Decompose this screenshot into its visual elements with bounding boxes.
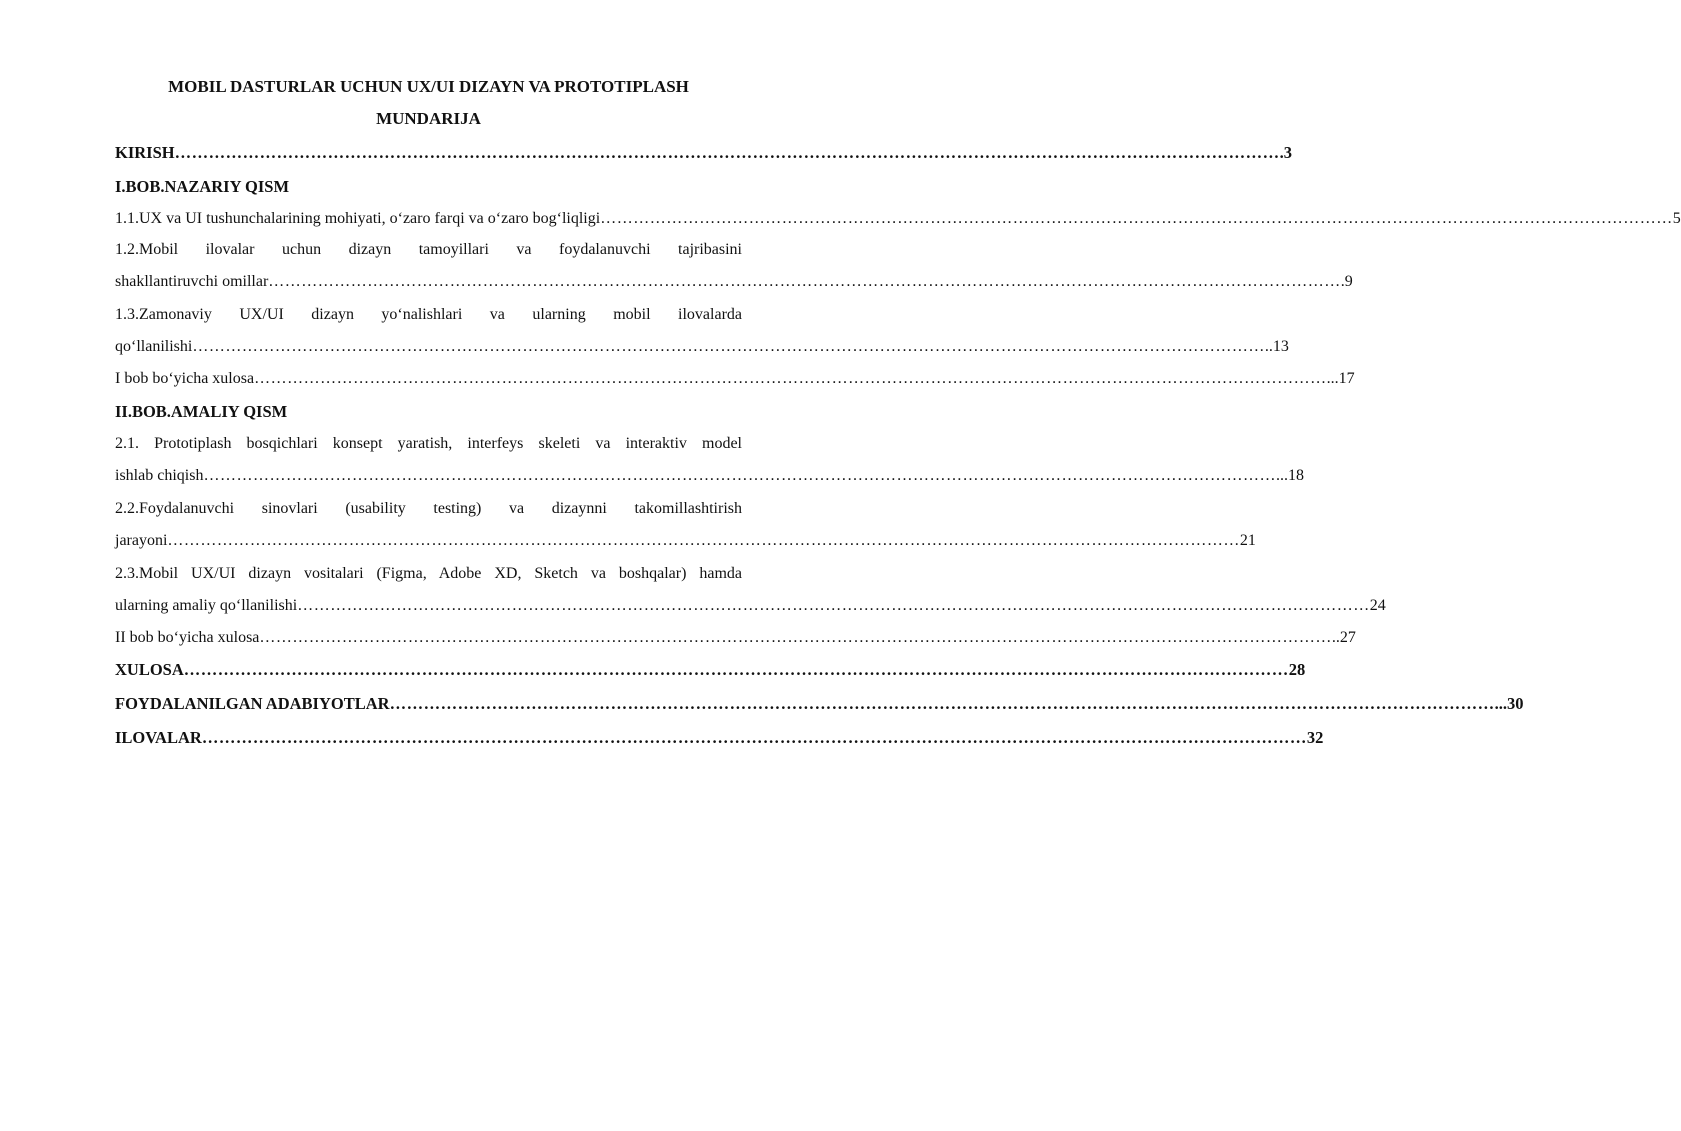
toc-entry-title: jarayoni [115,532,168,549]
toc-leader: …………………………………………………………………………………………………………………………………………………………………………… [192,338,1265,355]
document-title: MOBIL DASTURLAR UCHUN UX/UI DIZAYN VA PROTOTIPLASH [168,77,689,96]
toc-leader: …………………………………………………………………………………………………………………………………………………………………………… [297,597,1370,614]
toc-entry-2-2 [115,531,1256,551]
toc-leader: …………………………………………………………………………………………………………………………………………………………………………… [389,694,1495,713]
toc-entry-1-3 [115,337,1289,357]
toc-page-number: 5 [1672,210,1681,227]
toc-entry-1-2 [115,272,1353,292]
toc-entry-title: XULOSA [115,660,184,679]
toc-entry-1-2-line1: 1.2.Mobil ilovalar uchun dizayn tamoyillari va foydalanuvchi tajribasini [115,241,742,258]
toc-entry-chapter2-summary [115,628,1356,648]
toc-entry-title: ILOVALAR [115,728,202,747]
toc-entry-title: shakllantiruvchi omillar [115,273,269,290]
toc-entry-xulosa [115,660,1306,680]
toc-heading: MUNDARIJA [376,109,481,128]
toc-page-number: 24 [1369,597,1386,614]
toc-page-number: ...17 [1326,370,1355,387]
toc-entry-title: FOYDALANILGAN ADABIYOTLAR [115,694,390,713]
toc-entry-chapter1-summary [115,369,1355,389]
toc-leader: …………………………………………………………………………………………………………………………………………………………………………… [600,210,1673,227]
toc-page-number: 28 [1288,660,1306,679]
toc-page-number: ...18 [1275,467,1304,484]
toc-leader: …………………………………………………………………………………………………………………………………………………………………………… [167,532,1240,549]
toc-leader: …………………………………………………………………………………………………………………………………………………………………………… [254,370,1327,387]
toc-leader: …………………………………………………………………………………………………………………………………………………………………………… [201,728,1307,747]
toc-entry-1-1 [115,209,1681,229]
toc-entry-2-3 [115,596,1386,616]
toc-entry-2-2-line1: 2.2.Foydalanuvchi sinovlari (usability testing) va dizaynni takomillashtirish [115,500,742,517]
toc-entry-1-3-line1: 1.3.Zamonaviy UX/UI dizayn yo‘nalishlari va ularning mobil ilovalarda [115,306,742,323]
toc-page-number: ..13 [1264,338,1289,355]
toc-page-number: ...30 [1494,694,1524,713]
toc-entry-title: qo‘llanilishi [115,338,193,355]
toc-entry-title: KIRISH [115,143,175,162]
toc-entry-title: 1.1.UX va UI tushunchalarining mohiyati, o‘zaro farqi va o‘zaro bog‘liqligi [115,210,601,227]
toc-entry-2-3-line1: 2.3.Mobil UX/UI dizayn vositalari (Figma, Adobe XD, Sketch va boshqalar) hamda [115,565,742,582]
toc-entry-title: ularning amaliy qo‘llanilishi [115,597,298,614]
toc-leader: …………………………………………………………………………………………………………………………………………………………………………… [174,143,1280,162]
toc-entry-kirish [115,143,1292,163]
toc-entry-title: II bob bo‘yicha xulosa [115,629,260,646]
toc-entry-appendices [115,728,1324,748]
toc-entry-2-1 [115,466,1304,486]
chapter-heading-2: II.BOB.AMALIY QISM [115,402,288,421]
toc-leader: …………………………………………………………………………………………………………………………………………………………………………… [183,660,1289,679]
toc-leader: …………………………………………………………………………………………………………………………………………………………………………… [268,273,1341,290]
toc-entry-title: ishlab chiqish [115,467,204,484]
chapter-heading-1: I.BOB.NAZARIY QISM [115,177,290,196]
toc-page-number: 21 [1239,532,1256,549]
toc-page-number: .9 [1340,273,1353,290]
toc-leader: …………………………………………………………………………………………………………………………………………………………………………… [203,467,1276,484]
toc-entry-title: I bob bo‘yicha xulosa [115,370,255,387]
toc-entry-references [115,694,1524,714]
toc-page-number: .3 [1279,143,1292,162]
toc-page-number: 32 [1306,728,1324,747]
toc-page-number: ..27 [1331,629,1356,646]
toc-entry-2-1-line1: 2.1. Prototiplash bosqichlari konsept yaratish, interfeys skeleti va interaktiv model [115,435,742,452]
toc-leader: …………………………………………………………………………………………………………………………………………………………………………… [259,629,1332,646]
